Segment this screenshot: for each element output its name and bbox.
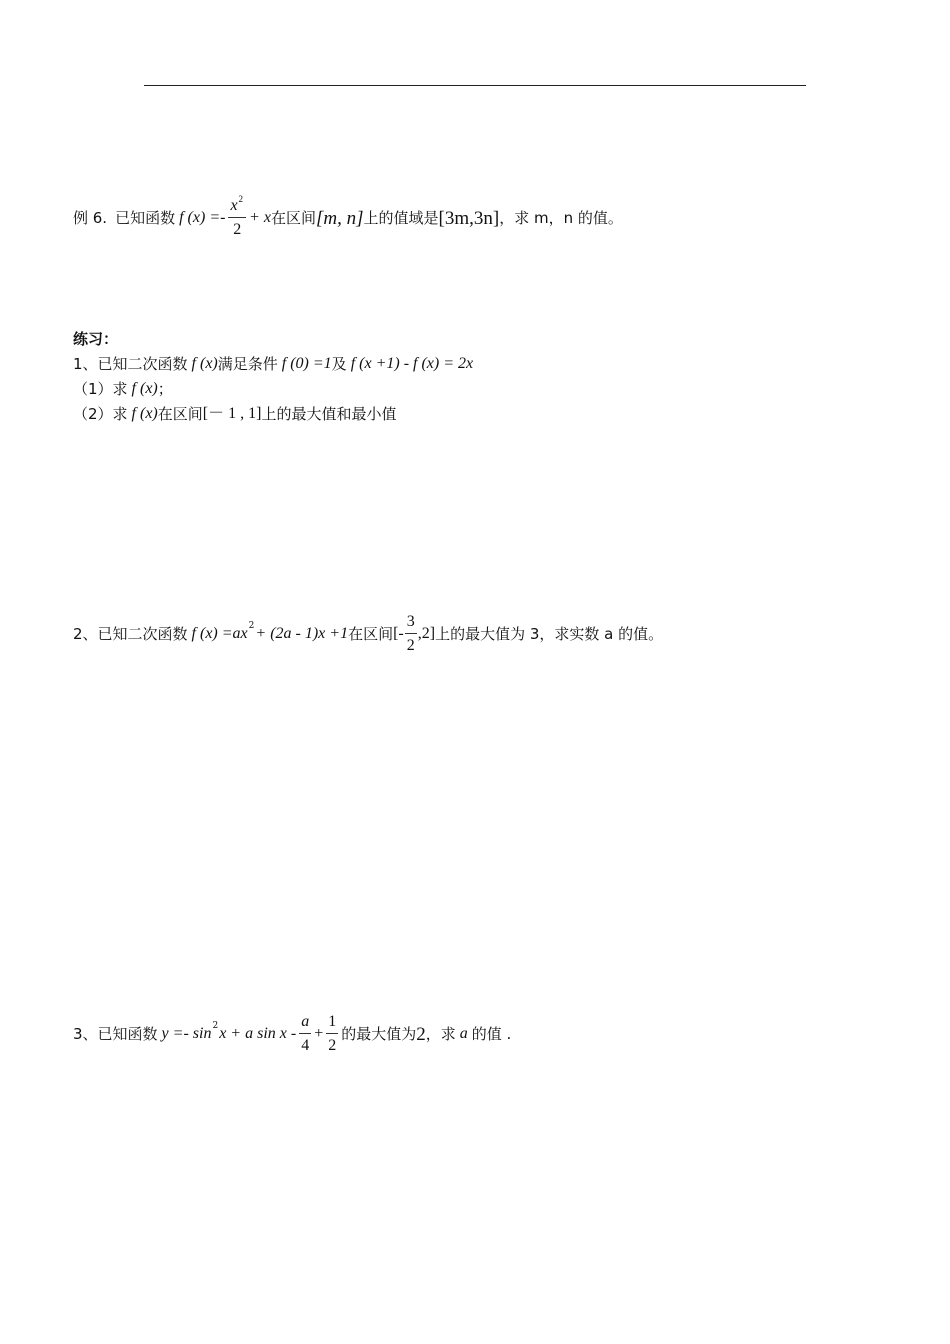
problem-3-var: a [459, 1025, 468, 1042]
problem-1-sub-2-fx: f (x) [131, 405, 158, 422]
example-6-text-d: ，求 m，n 的值。 [499, 208, 623, 227]
problem-2-text-a: 在区间 [348, 624, 394, 643]
example-6-fx: f (x) =- [179, 209, 226, 226]
problem-1-sub-1 [73, 381, 173, 397]
example-6-range: [3m,3n] [438, 207, 500, 229]
problem-3-plus: + [314, 1025, 324, 1042]
example-6-plus-x: + x [249, 209, 271, 226]
problem-3-expr-b: x + a sin x - [219, 1025, 297, 1042]
example-6-text-a: 已知函数 [115, 208, 176, 227]
problem-3-expr-a: y =- sin [161, 1025, 212, 1042]
problem-3-text-c: 的值 . [471, 1024, 512, 1043]
example-6-fraction: $\frac{x^2}{2}$ [228, 198, 246, 238]
header-rule [144, 85, 806, 86]
problem-1-fx: f (x) [191, 355, 218, 372]
problem-3-fraction-2: $\frac{1}{2}$ [328, 1013, 337, 1054]
problem-2-rest: + (2a - 1)x +1 [255, 625, 349, 642]
problem-1-sub-1-end: ； [157, 379, 173, 398]
problem-1-text-b: 及 [331, 354, 347, 373]
problem-1-cond1: f (0) =1 [281, 355, 332, 372]
problem-1-sub-2 [73, 406, 396, 422]
problem-2-sup: 2 [248, 620, 255, 631]
problem-2-interval-close: ,2] [417, 625, 436, 642]
example-6-label: 例 6. [73, 208, 108, 227]
practice-title: 练习： [73, 330, 119, 348]
problem-3-label: 3、已知函数 [73, 1024, 158, 1043]
problem-2-label: 2、已知二次函数 [73, 624, 188, 643]
example-6 [73, 194, 623, 238]
problem-1-sub-2-label: （2）求 [73, 404, 128, 423]
problem-1-sub-1-label: （1）求 [73, 379, 128, 398]
problem-1-sub-1-fx: f (x) [131, 380, 158, 397]
problem-3-text-b: ，求 [425, 1024, 456, 1043]
example-6-interval: [m, n] [315, 207, 364, 229]
problem-1-sub-2-end: 上的最大值和最小值 [261, 404, 397, 423]
problem-3-fraction-1: $\frac{a}{4}$ [301, 1013, 310, 1054]
problem-2-text-b: 上的最大值为 3，求实数 a 的值。 [435, 624, 664, 643]
problem-2 [73, 614, 663, 654]
problem-1 [73, 356, 473, 372]
problem-3-sup: 2 [212, 1020, 219, 1031]
problem-1-label: 1、已知二次函数 [73, 354, 188, 373]
problem-2-fx: f (x) =ax [191, 625, 248, 642]
problem-3-text-a: 的最大值为 [341, 1024, 417, 1043]
problem-1-sub-2-interval: [－ 1 , 1] [202, 405, 262, 422]
problem-1-sub-2-text: 在区间 [157, 404, 203, 423]
problem-1-cond2: f (x +1) - f (x) = 2x [350, 355, 474, 372]
example-6-text-c: 上的值域是 [363, 208, 439, 227]
example-6-text-b: 在区间 [270, 208, 316, 227]
problem-2-interval-open: [- [393, 625, 404, 642]
problem-2-fraction: $\frac{3}{2}$ [406, 613, 415, 654]
problem-3 [73, 1014, 511, 1054]
problem-1-text-a: 满足条件 [217, 354, 278, 373]
problem-3-max: 2 [416, 1023, 426, 1045]
